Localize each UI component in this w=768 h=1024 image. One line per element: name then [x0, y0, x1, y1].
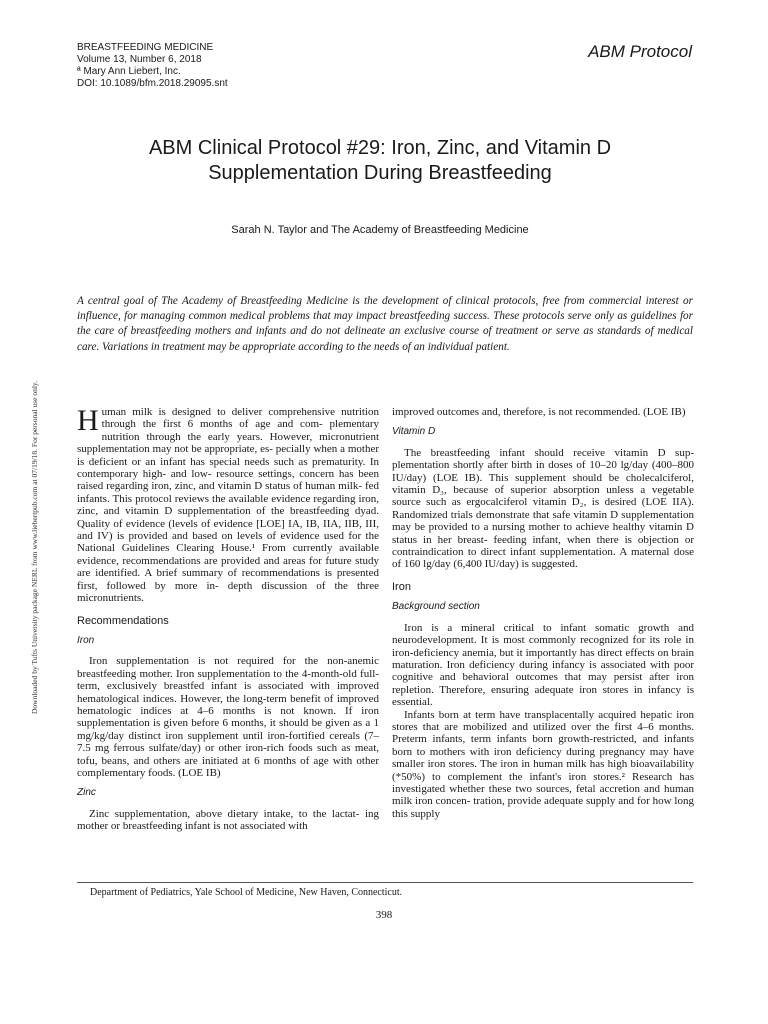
zinc-continuation-text: improved outcomes and, therefore, is not recommended. (LOE IB)	[392, 406, 686, 418]
footnote-divider	[77, 882, 693, 883]
affiliation: Department of Pediatrics, Yale School of Medicine, New Haven, Connecticut.	[90, 887, 403, 898]
heading-iron-recommendation: Iron	[77, 634, 95, 646]
journal-info	[77, 42, 228, 90]
journal-copyright: ª Mary Ann Liebert, Inc.	[77, 66, 181, 77]
download-notice: Downloaded by Tufts University package NERL from www.liebertpub.com at 07/19/18. For personal use only.	[30, 380, 39, 714]
protocol-tag: ABM Protocol	[588, 42, 692, 61]
page-title	[77, 136, 683, 186]
vitamin-d-text: The breastfeeding infant should receive vitamin D sup- plementation shortly after birth in doses of 10–20 lg/day (400–800 IU/day) (LOE IB). This supplement should be cholecalciferol, vitamin D₃, because of superior absorption unless a vegetable source such as ergocalciferol vitamin D₂, is desired (LOE IIA). Randomized trials demonstrate that safe vitamin D supplementation may be provided to a nursing mother to achieve healthy vitamin D status in her breast- feeding infant, when there is objection or contraindication to direct infant supplementation. A maternal dose of 160 lg/day (6,400 IU/day) is suggested.	[392, 446, 694, 571]
journal-doi: DOI: 10.1089/bfm.2018.29095.snt	[77, 78, 228, 89]
intro-text: uman milk is designed to deliver comprehensive nutrition through the first 6 months of age and com- plementary nutrition through the early years. However, micronutrient supplementation may not be appropriate, es- pecially when a mother is deficient or an infant has special needs such as prematurity. In contemporary high- and low- resource settings, concern has been raised regarding iron, zinc, and vitamin D status of human milk- fed infants. This protocol reviews the available evidence regarding iron, zinc, and vitamin D supplementation of the breastfeeding dyad. Quality of evidence (levels of evidence [LOE] IA, IB, IIA, IIB, III, and IV) is provided and based on levels of evidence used for the National Guidelines Clearing House.¹ From currently available evidence, recommendations are provided and areas for future study are identified. A brief summary of recommendations is presented first, followed by more in- depth discussion of the three micronutrients.	[77, 406, 379, 605]
authors: Sarah N. Taylor and The Academy of Breastfeeding Medicine	[231, 224, 529, 236]
heading-recommendations: Recommendations	[77, 614, 169, 627]
background-paragraph-1: Iron is a mineral critical to infant somatic growth and neurodevelopment. It is most commonly recognized for its role in iron-deficiency anemia, but it importantly has direct effects on brain maturation. Iron deficiency during infancy is associated with poor cognitive and behavioral outcomes that may persist after iron repletion. Therefore, ensuring adequate iron stores in infancy is essential.	[392, 621, 694, 709]
page-number: 398	[375, 909, 393, 921]
heading-zinc: Zinc	[77, 787, 96, 799]
intro-paragraph	[77, 406, 379, 605]
iron-recommendation-text: Iron supplementation is not required for the non-anemic breastfeeding mother. Iron supplementation to the 4-month-old full-term, exclusively breastfed infant is associated with improved hematological indices. However, the long-term benefit of improved hematologic indices at 4–6 months is not known. If iron supplementation is given before 6 months, it should be given as a 1 mg/kg/day distinct iron supplement until iron-fortified cereals (7–7.5 mg ferrous sulfate/day) or other iron-rich foods such as meat, tofu, beans, and others are initiated at 6 months of age with other complementary foods. (LOE IB)	[77, 655, 379, 779]
zinc-recommendation-text: Zinc supplementation, above dietary intake, to the lactat- ing mother or breastfeeding infant is not associated with	[77, 807, 379, 833]
background-paragraph-2: Infants born at term have transplacentally acquired hepatic iron stores that are mobilized and utilized over the first 4–6 months. Preterm infants, term infants born growth-restricted, and infants born to mothers with iron deficiency during pregnancy may have smaller iron stores. The iron in human milk has high bioavailability (*50%) to complement the infant's iron stores.² Research has investigated whether these two sources, fetal accretion and human milk iron concen- tration, provide adequate supply and for how long this supply	[392, 708, 694, 820]
right-column	[392, 406, 694, 820]
journal-name: BREASTFEEDING MEDICINE	[77, 42, 214, 53]
left-column	[77, 406, 379, 833]
title-line-2: Supplementation During Breastfeeding	[208, 162, 552, 184]
journal-volume: Volume 13, Number 6, 2018	[77, 54, 202, 65]
heading-background: Background section	[392, 601, 480, 613]
drop-cap: H	[77, 404, 99, 437]
title-line-1: ABM Clinical Protocol #29: Iron, Zinc, and Vitamin D	[148, 137, 612, 159]
abstract: A central goal of The Academy of Breastfeeding Medicine is the development of clinical protocols, free from commercial interest or influence, for managing common medical problems that may impact breastfeeding success. These protocols serve only as guidelines for the care of breastfeeding mothers and infants and do not delineate an exclusive course of treatment or serve as standards of medical care. Variations in treatment may be appropriate according to the needs of an individual patient.	[77, 295, 693, 353]
heading-iron-section: Iron	[392, 580, 411, 593]
heading-vitamin-d: Vitamin D	[392, 426, 436, 438]
